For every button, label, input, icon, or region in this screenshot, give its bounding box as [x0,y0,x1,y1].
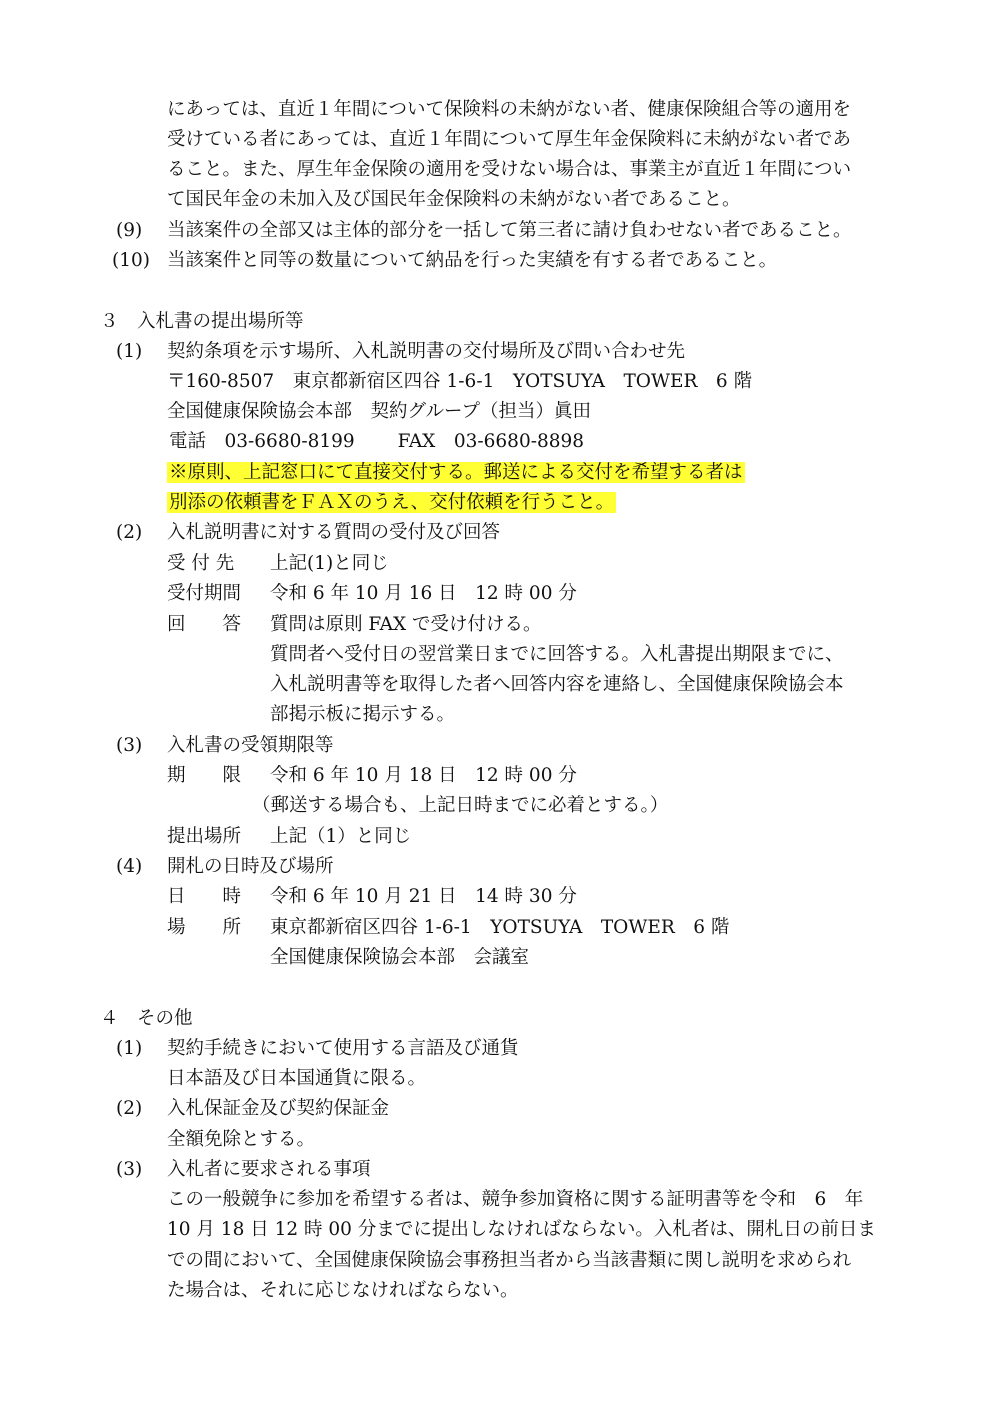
contact-phone-fax: 電話 03-6680-8199 FAX 03-6680-8898 [169,431,585,452]
subsection-number: (3) [116,1159,143,1180]
highlighted-note-line: ※原則、上記窓口にて直接交付する。郵送による交付を希望する者は [169,462,743,483]
section-heading: ４ その他 [100,1008,193,1029]
subsection-body-line: での間において、全国健康保険協会事務担当者から当該書類に関し説明を求められ [167,1250,852,1271]
highlighted-note [167,491,616,515]
field-value: 令和 6 年 10 月 21 日 14 時 30 分 [270,886,577,907]
subsection-title: 入札説明書に対する質問の受付及び回答 [167,522,501,543]
subsection-number: (3) [116,735,143,756]
subsection-title: 入札者に要求される事項 [167,1159,371,1180]
subsection-body-line: た場合は、それに応じなければならない。 [167,1280,519,1301]
intro-line: にあっては、直近１年間について保険料の未納がない者、健康保険組合等の適用を [167,99,851,120]
field-value-continued: 全国健康保険協会本部 会議室 [270,947,530,968]
field-note: （郵送する場合も、上記日時までに必着とする。） [252,795,669,816]
field-value: 令和 6 年 10 月 18 日 12 時 00 分 [270,765,577,786]
subsection-number: (2) [116,1098,143,1119]
subsection-number: (1) [116,341,143,362]
item-number: (9) [116,220,143,241]
subsection-title: 入札書の受領期限等 [167,735,334,756]
field-label: 場 所 [167,917,242,938]
field-value-continued: 質問者へ受付日の翌営業日までに回答する。入札書提出期限までに、 [270,644,844,665]
subsection-body: 日本語及び日本国通貨に限る。 [167,1068,427,1089]
contact-organization: 全国健康保険協会本部 契約グループ（担当）眞田 [167,401,592,422]
subsection-number: (4) [116,856,143,877]
field-value-continued: 部掲示板に掲示する。 [270,704,456,725]
field-value: 上記（1）と同じ [270,826,412,847]
section-heading: ３ 入札書の提出場所等 [100,311,304,332]
item-text: 当該案件と同等の数量について納品を行った実績を有する者であること。 [167,250,778,271]
subsection-body: 全額免除とする。 [167,1129,316,1150]
field-label: 日 時 [167,886,242,907]
field-value: 質問は原則 FAX で受け付ける。 [270,614,542,635]
intro-line: ること。また、厚生年金保険の適用を受けない場合は、事業主が直近１年間につい [167,159,852,180]
subsection-body-line: この一般競争に参加を希望する者は、競争参加資格に関する証明書等を令和 6 年 [167,1189,864,1210]
field-value-continued: 入札説明書等を取得した者へ回答内容を連絡し、全国健康保険協会本 [270,674,844,695]
field-value: 令和 6 年 10 月 16 日 12 時 00 分 [270,583,577,604]
subsection-title: 開札の日時及び場所 [167,856,334,877]
field-label: 回 答 [167,614,242,635]
contact-address: 〒160-8507 東京都新宿区四谷 1-6-1 YOTSUYA TOWER 6 階 [167,371,753,392]
field-value: 上記(1)と同じ [270,553,389,574]
subsection-title: 契約手続きにおいて使用する言語及び通貨 [167,1038,519,1059]
item-text: 当該案件の全部又は主体的部分を一括して第三者に請け負わせない者であること。 [167,220,852,241]
item-number: (10) [112,250,150,271]
subsection-title: 契約条項を示す場所、入札説明書の交付場所及び問い合わせ先 [167,341,686,362]
field-label: 受付期間 [167,583,242,604]
field-label: 期 限 [167,765,242,786]
subsection-number: (2) [116,522,143,543]
field-label: 提出場所 [167,826,242,847]
highlighted-note-line: 別添の依頼書をＦＡＸのうえ、交付依頼を行うこと。 [169,492,615,513]
field-label: 受 付 先 [167,553,235,574]
field-value: 東京都新宿区四谷 1-6-1 YOTSUYA TOWER 6 階 [270,917,730,938]
intro-line: 受けている者にあっては、直近１年間について厚生年金保険料に未納がない者であ [167,129,851,150]
subsection-number: (1) [116,1038,143,1059]
subsection-body-line: 10 月 18 日 12 時 00 分までに提出しなければならない。入札者は、開札日の前日ま [167,1219,876,1240]
highlighted-note [167,461,745,485]
subsection-title: 入札保証金及び契約保証金 [167,1098,390,1119]
intro-line: て国民年金の未加入及び国民年金保険料の未納がない者であること。 [167,189,741,210]
